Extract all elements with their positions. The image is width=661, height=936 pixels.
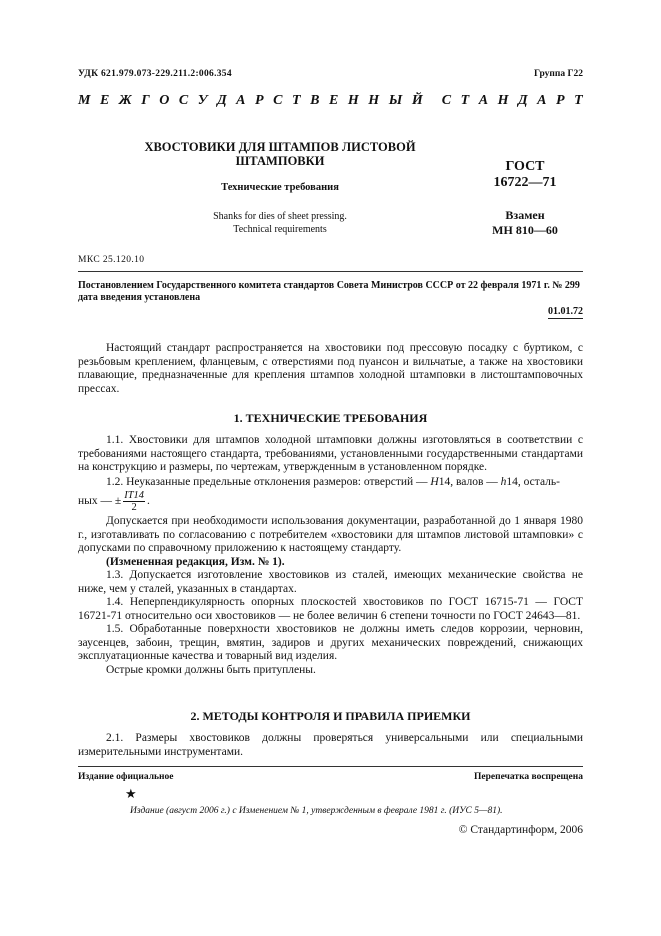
interstate-letter: Ж [118,93,132,108]
interstate-letter: В [310,93,320,108]
interstate-letter: Н [347,93,359,108]
clause-1-2-h: h [500,475,507,488]
interstate-letter: С [178,93,189,108]
interstate-letter: Р [255,93,264,108]
interstate-letter: А [478,93,489,108]
english-title [140,210,420,236]
interstate-letter: Й [411,93,423,108]
document-subtitle: Технические требования [221,182,339,193]
decree-line-2: дата введения установлена [78,292,201,303]
clause-1-2-text-d: ных — ± [78,495,122,508]
replaces-number: МН 810—60 [492,223,558,237]
footer-divider [78,766,583,767]
mks-code: МКС 25.120.10 [78,255,145,265]
udk-code: УДК 621.979.073-229.211.2:006.354 [78,69,232,79]
clause-1-2-H: H [430,475,439,488]
gost-designation [470,159,580,191]
interstate-letter: Е [328,93,339,108]
divider [78,271,583,272]
clause-1-2 [78,476,583,490]
section-1-heading: 1. ТЕХНИЧЕСКИЕ ТРЕБОВАНИЯ [233,411,428,425]
interstate-letter: Р [556,93,565,108]
gost-label: ГОСТ [505,159,545,174]
interstate-letter: У [197,93,208,108]
group-code: Группа Г22 [534,69,583,79]
interstate-letter: С [441,93,452,108]
clause-1-2-text-b: 14, валов — [438,475,501,488]
title-line-2: ШТАМПОВКИ [235,154,325,168]
interstate-letter: Т [574,93,583,108]
section-1-body [78,434,583,677]
edition-note: Издание (август 2006 г.) с Изменением № 1, утвержденным в феврале 1981 г. (ИУС 5—81). [130,806,503,816]
section-2-heading: 2. МЕТОДЫ КОНТРОЛЯ И ПРАВИЛА ПРИЕМКИ [190,709,471,723]
english-title-line-2: Technical requirements [233,224,327,235]
clause-2-1: 2.1. Размеры хвостовиков должны проверяться универсальными или специальными измерительными инструментами. [78,732,583,758]
replaces-label: Взамен [505,208,545,222]
copyright-notice: © Стандартинформ, 2006 [458,824,583,836]
clause-1-2-text-c: 14, осталь- [506,475,560,488]
star-icon: ★ [125,786,137,801]
clause-1-2-continuation [78,490,583,513]
interstate-letter: Д [217,93,227,108]
interstate-letter: Т [292,93,301,108]
interstate-letter: Т [460,93,470,108]
document-title [140,140,420,168]
english-title-line-1: Shanks for dies of sheet pressing. [213,211,347,222]
effective-date: 01.01.72 [548,306,583,317]
clause-1-2-text-a: 1.2. Неуказанные предельные отклонения размеров: отверстий — [106,475,431,488]
clause-1-5: 1.5. Обработанные поверхности хвостовиков не должны иметь следов коррозии, черновин, заусенцев, забоин, трещин, вмятин, задиров и других механических повреждений, снижающих эксплуатационные качества и товарный вид изделия. [78,623,583,662]
intro-paragraph [78,342,583,396]
interstate-letter: С [273,93,283,108]
amendment-note: (Измененная редакция, Изм. № 1). [106,555,285,568]
interstate-letter: А [537,93,547,108]
interstate-letter: О [159,93,170,108]
clause-1-2-extra: Допускается при необходимости использования документации, разработанной до 1 января 1980 г., изготавливать по согласованию с потребителем «хвостовики для штампов листовой штамповки» с допусками по справочному приложению к настоящему стандарту. [78,515,583,554]
interstate-letter: Е [99,93,110,108]
clause-1-4: 1.4. Неперпендикулярность опорных плоскостей хвостовиков по ГОСТ 16715-71 — ГОСТ 16721-71 относительно оси хвостовиков — не более величин 6 степени точности по ГОСТ 24643—81. [78,596,583,622]
official-edition-label: Издание официальное [78,772,174,782]
tolerance-fraction [123,490,145,513]
intro-text: Настоящий стандарт распространяется на хвостовики под прессовую посадку с буртиком, с резьбовым креплением, фланцевым, с отверстиями под пуансон и вильчатые, а также на хвостовики плавающие, предназначенные для крепления штампов холодной штамповки в листоштамповочных прессах. [78,342,583,395]
clause-1-3: 1.3. Допускается изготовление хвостовиков из сталей, имеющих механические свойства не ниже, чем у сталей, указанных в стандартах. [78,569,583,595]
interstate-letter: Н [497,93,509,108]
fraction-numerator: IT14 [124,490,145,501]
clause-1-2-text-e: . [147,495,150,508]
clause-1-5-extra: Острые кромки должны быть притуплены. [106,663,316,676]
interstate-letter: Ы [388,93,403,108]
decree-text [78,280,583,304]
title-line-1: ХВОСТОВИКИ ДЛЯ ШТАМПОВ ЛИСТОВОЙ [144,140,416,154]
interstate-letter: М [78,93,91,108]
reprint-prohibited-label: Перепечатка воспрещена [473,772,583,782]
clause-1-1: 1.1. Хвостовики для штампов холодной штамповки должны изготовляться в соответствии с требованиями настоящего стандарта, требованиями, установленными государственными стандартами на конструкцию и размеры, по чертежам, утвержденным в установленном порядке. [78,434,583,473]
gost-number: 16722—71 [493,175,557,190]
interstate-letter: Д [518,93,528,108]
interstate-letter: А [236,93,246,108]
interstate-letter: Г [141,93,150,108]
section-2-body [78,732,583,759]
fraction-denominator: 2 [131,502,137,513]
decree-line-1: Постановлением Государственного комитета стандартов Совета Министров СССР от 22 февраля 1971 г. № 299 [78,280,580,291]
replaces-designation [470,208,580,238]
interstate-letter: Н [368,93,380,108]
interstate-standard-heading [78,93,583,109]
